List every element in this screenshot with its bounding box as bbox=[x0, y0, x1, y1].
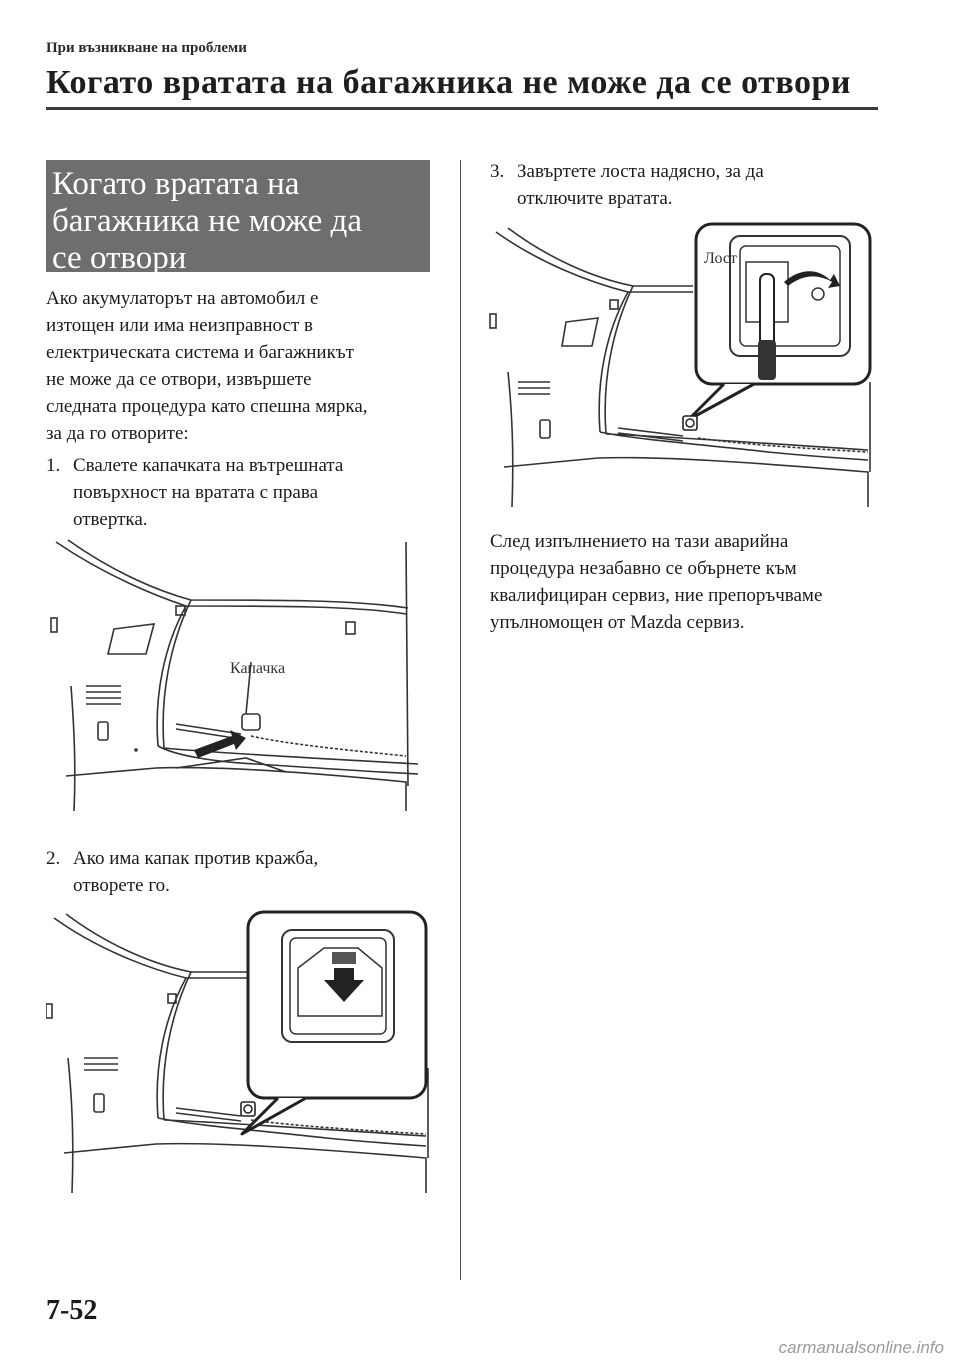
column-divider bbox=[460, 160, 461, 1280]
section-title-line: багажника не може да bbox=[52, 203, 362, 239]
cap-label: Капачка bbox=[230, 660, 286, 677]
step-number: 3. bbox=[490, 161, 505, 182]
step-line: отключите вратата. bbox=[517, 188, 673, 209]
step-text bbox=[517, 158, 764, 212]
section-title-line: се отвори bbox=[52, 240, 187, 276]
closing-line: процедура незабавно се обърнете към bbox=[490, 558, 797, 579]
step-line: отворете го. bbox=[73, 875, 170, 896]
step-line: Завъртете лоста надясно, за да bbox=[517, 161, 764, 182]
figure-anti-theft-cover bbox=[46, 908, 436, 1198]
heading-rule bbox=[46, 107, 878, 110]
step-text bbox=[73, 845, 318, 899]
lever-label: Лост bbox=[704, 250, 737, 267]
section-breadcrumb: При възникване на проблеми bbox=[46, 40, 247, 56]
intro-line: електрическата система и багажникът bbox=[46, 342, 354, 363]
intro-line: Ако акумулаторът на автомобил е bbox=[46, 288, 319, 309]
step-line: Ако има капак против кражба, bbox=[73, 848, 319, 869]
intro-line: не може да се отвори, извършете bbox=[46, 369, 312, 390]
section-title-line: Когато вратата на bbox=[52, 166, 300, 202]
closing-paragraph bbox=[490, 528, 890, 636]
step-line: повърхност на вратата с права bbox=[73, 482, 319, 503]
tailgate-illustration-3 bbox=[488, 222, 878, 512]
figure-lever bbox=[488, 222, 878, 512]
closing-line: упълномощен от Mazda сервиз. bbox=[490, 612, 745, 633]
figure-cap-removal bbox=[46, 536, 426, 816]
intro-line: следната процедура като спешна мярка, bbox=[46, 396, 368, 417]
step-line: отвертка. bbox=[73, 509, 148, 530]
step-text bbox=[73, 452, 343, 533]
section-title-box bbox=[46, 160, 430, 276]
page-number: 7-52 bbox=[46, 1295, 98, 1326]
page-title: Когато вратата на багажника не може да се отвори bbox=[46, 64, 851, 101]
tailgate-illustration-2 bbox=[46, 908, 436, 1198]
intro-line: за да го отворите: bbox=[46, 423, 189, 444]
closing-line: квалифициран сервиз, ние препоръчваме bbox=[490, 585, 823, 606]
intro-line: изтощен или има неизправност в bbox=[46, 315, 313, 336]
step-number: 2. bbox=[46, 848, 61, 869]
intro-paragraph bbox=[46, 285, 446, 447]
closing-line: След изпълнението на тази аварийна bbox=[490, 531, 789, 552]
watermark: carmanualsonline.info bbox=[778, 1338, 944, 1357]
step-line: Свалете капачката на вътрешната bbox=[73, 455, 344, 476]
step-number: 1. bbox=[46, 455, 61, 476]
